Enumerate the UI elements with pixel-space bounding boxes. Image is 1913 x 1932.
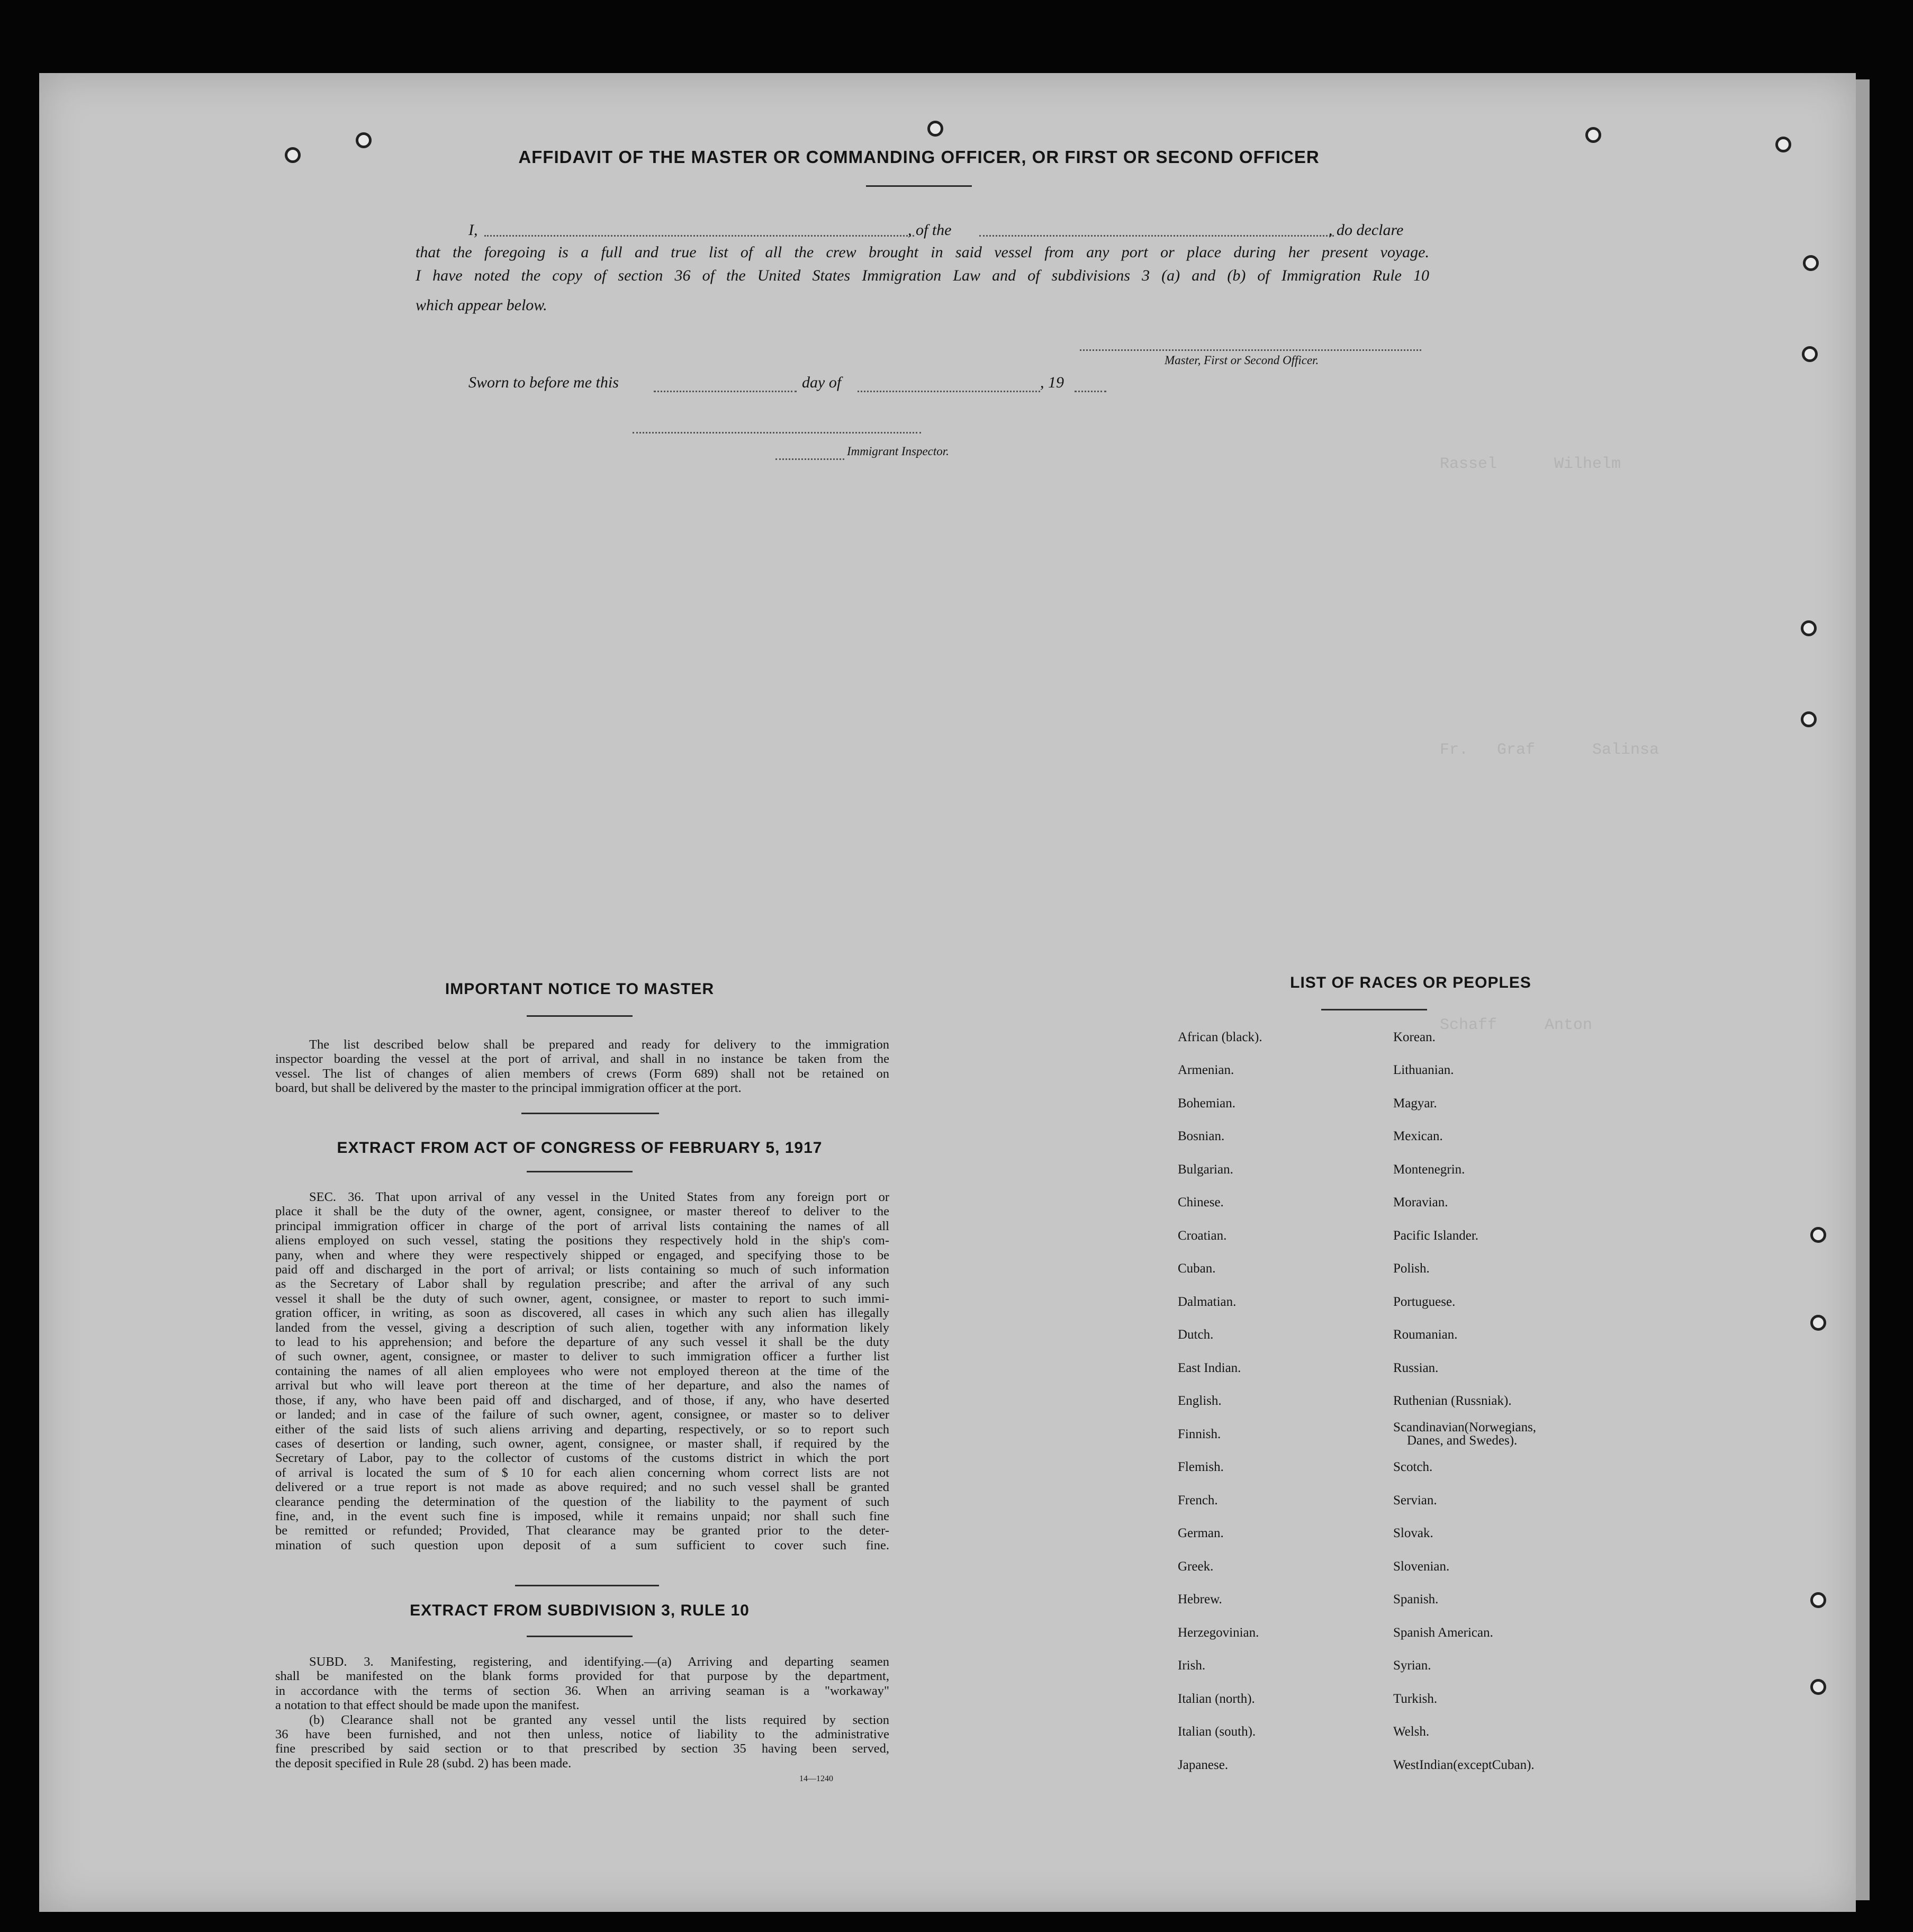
- divider: [527, 1636, 633, 1637]
- race-item: Korean.: [1393, 1030, 1436, 1044]
- act-line: mination of such question upon deposit of a sum sufficient to cover such fine.: [275, 1538, 889, 1552]
- act-line: cases of desertion or landing, such owner, agent, consignee, or master shall, if required by the: [275, 1436, 889, 1451]
- affidavit-title: AFFIDAVIT OF THE MASTER OR COMMANDING OFFICER, OR FIRST OR SECOND OFFICER: [518, 147, 1320, 167]
- race-item: German.: [1178, 1526, 1224, 1540]
- punch-hole: [1810, 1679, 1826, 1695]
- divider: [527, 1015, 633, 1017]
- rule-line: in accordance with the terms of section 36. When an arriving seaman is a "workaway": [275, 1683, 889, 1698]
- punch-hole: [1810, 1315, 1826, 1331]
- punch-hole: [1801, 620, 1817, 636]
- notice-line: The list described below shall be prepared and ready for delivery to the immigration: [309, 1037, 889, 1052]
- rule-line: (b) Clearance shall not be granted any vessel until the lists required by section: [309, 1712, 889, 1727]
- race-item: Italian (north).: [1178, 1692, 1255, 1706]
- act-line: landed from the vessel, giving a description of such alien, together with any information likely: [275, 1320, 889, 1335]
- act-title: EXTRACT FROM ACT OF CONGRESS OF FEBRUARY 5, 1917: [337, 1139, 823, 1157]
- race-item: French.: [1178, 1493, 1218, 1507]
- notice-body: [275, 1037, 889, 1096]
- race-item: Croatian.: [1178, 1229, 1227, 1243]
- race-item: Welsh.: [1393, 1725, 1430, 1739]
- act-line: containing the names of all alien employees who were not employed thereon at the time of the: [275, 1364, 889, 1378]
- race-item: Lithuanian.: [1393, 1063, 1454, 1077]
- race-item: WestIndian(exceptCuban).: [1393, 1758, 1535, 1772]
- race-item: African (black).: [1178, 1030, 1262, 1044]
- inspector-caption: Immigrant Inspector.: [847, 445, 949, 458]
- inspector-blank: [633, 432, 921, 434]
- act-line: to lead to his apprehension; and before the departure of any such vessel it shall be the duty: [275, 1335, 889, 1350]
- race-item: Armenian.: [1178, 1063, 1234, 1077]
- race-item: Montenegrin.: [1393, 1162, 1465, 1177]
- race-item: Ruthenian (Russniak).: [1393, 1394, 1512, 1408]
- divider: [866, 185, 972, 187]
- race-item: Dutch.: [1178, 1328, 1214, 1342]
- act-line: aliens employed on such vessel, stating the positions they respectively hold in the ship's com-: [275, 1233, 889, 1248]
- divider: [1321, 1009, 1427, 1010]
- race-item: Mexican.: [1393, 1129, 1443, 1143]
- rule-title: EXTRACT FROM SUBDIVISION 3, RULE 10: [410, 1602, 750, 1619]
- act-line: of arrival is located the sum of $ 10 for each alien concerning whom correct lists are not: [275, 1465, 889, 1480]
- act-line: pany, when and where they were respectively shipped or engaged, and specifying those to be: [275, 1248, 889, 1262]
- rule-line: the deposit specified in Rule 28 (subd. 2) has been made.: [275, 1756, 572, 1771]
- race-item: Spanish American.: [1393, 1626, 1493, 1640]
- notice-line: vessel. The list of changes of alien members of crews (Form 689) shall not be retained on: [275, 1066, 889, 1081]
- month-blank: [858, 391, 1040, 392]
- race-item: Herzegovinian.: [1178, 1626, 1259, 1640]
- vessel-blank: [979, 235, 1334, 237]
- act-line: fine, and, in the event such fine is imposed, while it remains unpaid; nor shall such fine: [275, 1509, 889, 1523]
- race-item: Spanish.: [1393, 1592, 1439, 1606]
- divider: [521, 1113, 659, 1114]
- race-item: Slovenian.: [1393, 1559, 1450, 1574]
- race-item-continuation: Danes, and Swedes).: [1407, 1433, 1518, 1448]
- act-line: arrival but who will leave port thereon at the time of her departure, and also the names of: [275, 1378, 889, 1393]
- of-the-label: , of the: [908, 221, 952, 239]
- divider: [515, 1585, 659, 1586]
- act-line: of such owner, agent, consignee, or master to deliver to such immigration officer a further list: [275, 1349, 889, 1364]
- punch-hole: [1585, 127, 1601, 143]
- do-declare-label: , do declare: [1329, 221, 1404, 239]
- race-item: Bulgarian.: [1178, 1162, 1233, 1177]
- act-line: be remitted or refunded; Provided, That clearance may be granted prior to the deter-: [275, 1523, 889, 1538]
- day-blank: [654, 391, 797, 392]
- race-item: Portuguese.: [1393, 1295, 1456, 1309]
- bleed-through: Schaff Anton: [1440, 1016, 1593, 1034]
- race-item: Cuban.: [1178, 1261, 1216, 1276]
- affidavit-line-3: I have noted the copy of section 36 of the United States Immigration Law and of subdivisions 3 (a) and (b) of Immigration Rule 10: [416, 267, 1429, 284]
- punch-hole: [356, 132, 372, 148]
- race-item: Pacific Islander.: [1393, 1229, 1479, 1243]
- punch-hole: [1810, 1592, 1826, 1608]
- notice-line: board, but shall be delivered by the master to the principal immigration officer at the port.: [275, 1081, 742, 1096]
- race-item: Turkish.: [1393, 1692, 1438, 1706]
- year-blank: [1075, 391, 1106, 392]
- act-line: either of the said lists of such aliens arriving and departing, respectively, or so to report such: [275, 1422, 889, 1437]
- act-line: delivered or a true report is not made as above required; and no such vessel shall be granted: [275, 1480, 889, 1495]
- act-line: as the Secretary of Labor shall by regulation prescribe; and after the arrival of any such: [275, 1277, 889, 1292]
- rule-line: SUBD. 3. Manifesting, registering, and identifying.—(a) Arriving and departing seamen: [309, 1655, 889, 1669]
- rule-body: [275, 1655, 889, 1771]
- race-item: Russian.: [1393, 1361, 1439, 1375]
- races-title: LIST OF RACES OR PEOPLES: [1290, 974, 1531, 991]
- page-edge: [1856, 79, 1870, 1900]
- race-item: Magyar.: [1393, 1096, 1437, 1111]
- divider: [527, 1171, 633, 1172]
- sworn-label: Sworn to before me this: [468, 374, 619, 391]
- rule-line: 36 have been furnished, and not then unless, notice of liability to the administrative: [275, 1727, 889, 1742]
- act-line: vessel it shall be the duty of such owner, agent, consignee, or master to report to such immi-: [275, 1291, 889, 1306]
- punch-hole: [927, 121, 943, 137]
- race-item: Irish.: [1178, 1658, 1206, 1673]
- day-of-label: day of: [802, 374, 842, 391]
- race-item: Italian (south).: [1178, 1725, 1256, 1739]
- name-blank: [484, 235, 914, 237]
- race-item: Bosnian.: [1178, 1129, 1225, 1143]
- declare-i-label: I,: [468, 221, 478, 239]
- notice-line: inspector boarding the vessel at the port of arrival, and shall in no instance be taken from the: [275, 1052, 889, 1067]
- rule-line: shall be manifested on the blank forms provided for that purpose by the department,: [275, 1669, 889, 1684]
- race-item: Bohemian.: [1178, 1096, 1236, 1111]
- act-line: clearance pending the determination of the question of the liability to the payment of such: [275, 1494, 889, 1509]
- race-item: Hebrew.: [1178, 1592, 1222, 1606]
- act-line: Secretary of Labor, pay to the collector of customs of the customs district in which the port: [275, 1451, 889, 1466]
- act-line: place it shall be the duty of the owner, agent, consignee, or master thereof to deliver to the: [275, 1204, 889, 1219]
- bleed-through: Rassel Wilhelm: [1440, 455, 1621, 473]
- act-line: SEC. 36. That upon arrival of any vessel in the United States from any foreign port or: [309, 1190, 889, 1204]
- signature-caption: Master, First or Second Officer.: [1165, 354, 1319, 367]
- form-number: 14—1240: [799, 1774, 833, 1783]
- race-item: Servian.: [1393, 1493, 1437, 1507]
- act-line: or landed; and in case of the failure of such owner, agent, consignee, or master so to deliver: [275, 1407, 889, 1422]
- race-item: English.: [1178, 1394, 1222, 1408]
- race-item: Polish.: [1393, 1261, 1430, 1276]
- punch-hole: [1810, 1227, 1826, 1243]
- race-item: Chinese.: [1178, 1195, 1224, 1209]
- act-line: principal immigration officer in charge of the port of arrival lists containing the names of all: [275, 1218, 889, 1233]
- rule-line: a notation to that effect should be made upon the manifest.: [275, 1698, 580, 1713]
- race-item: East Indian.: [1178, 1361, 1241, 1375]
- bleed-through: Fr. Graf Salinsa: [1440, 741, 1659, 759]
- year-prefix: , 19: [1040, 374, 1064, 391]
- punch-hole: [1803, 255, 1819, 271]
- punch-hole: [1801, 711, 1817, 727]
- race-item: Finnish.: [1178, 1427, 1221, 1441]
- rule-line: fine prescribed by said section or to that prescribed by section 35 having been served,: [275, 1741, 889, 1756]
- race-item: Roumanian.: [1393, 1328, 1458, 1342]
- act-line: gration officer, in writing, as soon as discovered, all cases in which any such alien has illegally: [275, 1306, 889, 1321]
- signature-blank: [1080, 349, 1421, 351]
- race-item: Japanese.: [1178, 1758, 1229, 1772]
- affidavit-line-4: which appear below.: [416, 296, 547, 314]
- race-item: Greek.: [1178, 1559, 1214, 1574]
- race-item: Scandinavian(Norwegians,: [1393, 1420, 1537, 1434]
- race-item: Flemish.: [1178, 1460, 1224, 1474]
- notice-title: IMPORTANT NOTICE TO MASTER: [445, 980, 715, 998]
- act-body: [275, 1190, 889, 1552]
- race-item: Syrian.: [1393, 1658, 1431, 1673]
- race-item: Slovak.: [1393, 1526, 1433, 1540]
- race-item: Moravian.: [1393, 1195, 1448, 1209]
- race-item: Dalmatian.: [1178, 1295, 1237, 1309]
- inspector-blank-short: [775, 458, 844, 460]
- punch-hole: [1802, 346, 1818, 362]
- race-item: Scotch.: [1393, 1460, 1433, 1474]
- affidavit-line-2: that the foregoing is a full and true list of all the crew brought in said vessel from any port or place during her present voyage.: [416, 243, 1429, 261]
- act-line: paid off and discharged in the port of arrival; or lists containing so much of such information: [275, 1262, 889, 1277]
- act-line: those, if any, who have been paid off and discharged, and of those, if any, who have deserted: [275, 1393, 889, 1407]
